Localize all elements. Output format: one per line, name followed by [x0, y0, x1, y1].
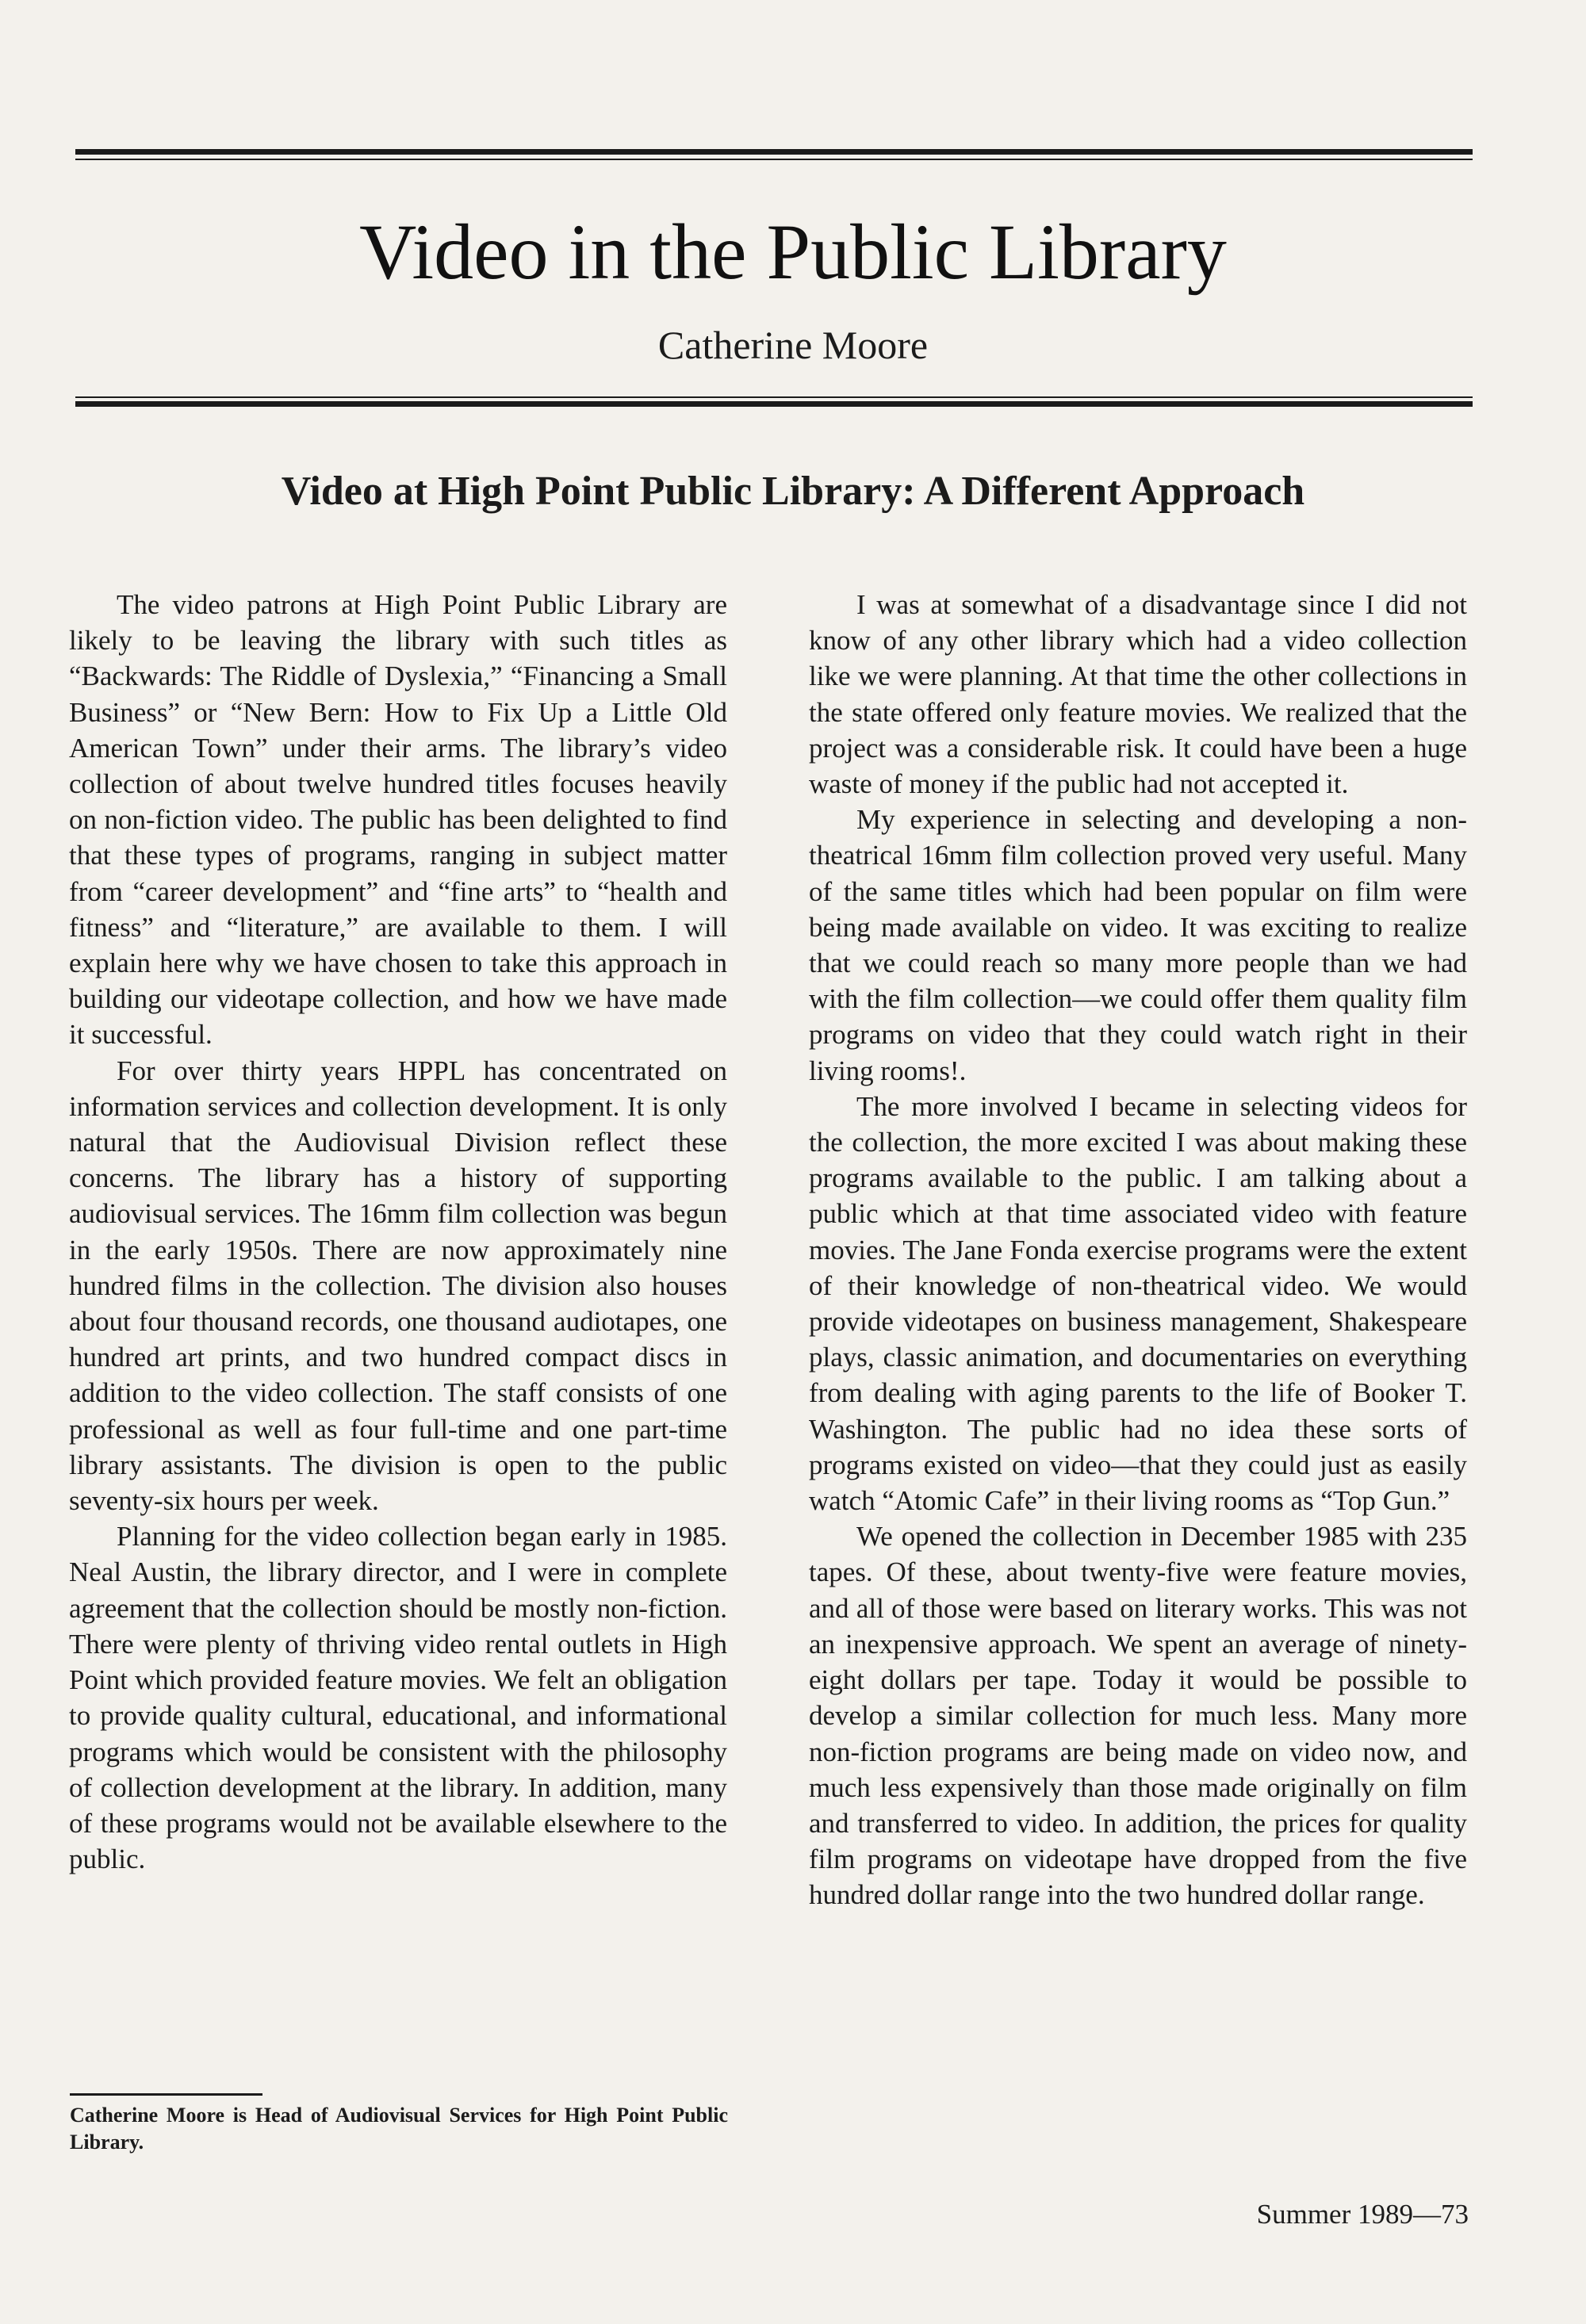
body-column-left — [69, 587, 727, 1877]
paragraph: The video patrons at High Point Public Library are likely to be leaving the library with such titles as “Backwards: The Riddle of Dyslexia,” “Financing a Small Business” or “New Bern: How to Fix Up a Little Old American Town” under their arms. The library’s video collection of about twelve hundred titles focuses heavily on non-fiction video. The public has been delighted to find that these types of programs, ranging in subject matter from “career development” and “fine arts” to “health and fitness” and “literature,” are available to them. I will explain here why we have chosen to take this approach in building our videotape collection, and how we have made it successful. — [69, 589, 727, 1051]
header-rule-thick — [75, 401, 1473, 407]
paragraph: For over thirty years HPPL has concentrated on information services and collection development. It is only natural that the Audiovisual Division reflect these concerns. The library has a history of supporting audiovisual services. The 16mm film collection was begun in the early 1950s. There are now approximately nine hundred films in the collection. The division also houses about four thousand records, one thousand audiotapes, one hundred art prints, and two hundred compact discs in addition to the video collection. The staff consists of one professional as well as four full-time and one part-time library assistants. The division is open to the public seventy-six hours per week. — [69, 1055, 727, 1517]
paragraph: We opened the collection in December 1985 with 235 tapes. Of these, about twenty-five were feature movies, and all of those were based on literary works. This was not an inexpensive approach. We spent an average of ninety-eight dollars per tape. Today it would be possible to develop a similar collection for much less. Many more non-fiction programs are being made on video now, and much less expensively than those made originally on film and transferred to video. In addition, the prices for quality film programs on videotape have dropped from the five hundred dollar range into the two hundred dollar range. — [809, 1521, 1467, 1911]
top-rule-thick — [75, 149, 1473, 155]
header-rule-thin — [75, 396, 1473, 398]
paragraph: My experience in selecting and developing a non-theatrical 16mm film collection proved very useful. Many of the same titles which had been popular on film were being made available on video. It was exciting to realize that we could reach so many more people than we had with the film collection—we could offer them quality film programs on video that they could watch right in their living rooms!. — [809, 804, 1467, 1086]
page-folio: Summer 1989—73 — [1256, 2199, 1469, 2230]
top-rule-thin — [75, 159, 1473, 160]
author-footnote: Catherine Moore is Head of Audiovisual Services for High Point Public Library. — [70, 2104, 728, 2154]
footnote-rule — [70, 2093, 262, 2096]
paragraph: I was at somewhat of a disadvantage since I did not know of any other library which had a video collection like we were planning. At that time the other collections in the state offered only feature movies. We realized that the project was a considerable risk. It could have been a huge waste of money if the public had not accepted it. — [809, 589, 1467, 800]
body-column-right — [809, 587, 1467, 1913]
paragraph: Planning for the video collection began early in 1985. Neal Austin, the library director, and I were in complete agreement that the collection should be mostly non-fiction. There were plenty of thriving video rental outlets in High Point which provided feature movies. We felt an obligation to provide quality cultural, educational, and informational programs which would be consistent with the philosophy of collection development at the library. In addition, many of these programs would not be available elsewhere to the public. — [69, 1521, 727, 1875]
article-title: Video in the Public Library — [359, 208, 1227, 296]
article-author: Catherine Moore — [657, 323, 929, 367]
article-subhead: Video at High Point Public Library: A Different Approach — [281, 469, 1305, 514]
paragraph: The more involved I became in selecting videos for the collection, the more excited I was about making these programs available to the public. I am talking about a public which at that time associated video with feature movies. The Jane Fonda exercise programs were the extent of their knowledge of non-theatrical video. We would provide videotapes on business management, Shakespeare plays, classic animation, and documentaries on everything from dealing with aging parents to the life of Booker T. Washington. The public had no idea these sorts of programs existed on video—that they could just as easily watch “Atomic Cafe” in their living rooms as “Top Gun.” — [809, 1090, 1467, 1517]
